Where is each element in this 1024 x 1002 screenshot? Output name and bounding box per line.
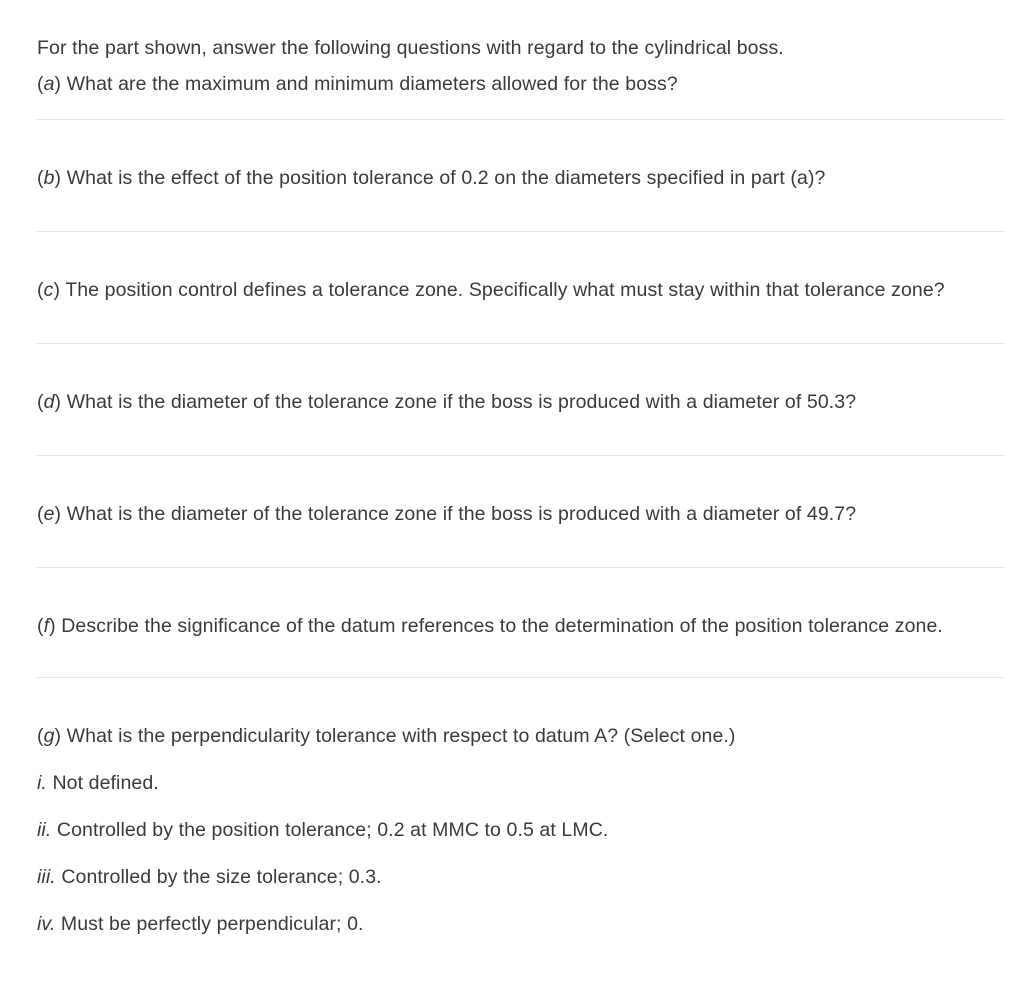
question-d-text: What is the diameter of the tolerance zone if the boss is produced with a diameter of 50.3? [61, 391, 857, 413]
question-b-label: (b) [37, 167, 62, 189]
choice-numeral-i: i. [37, 772, 47, 794]
spacer [37, 344, 1005, 384]
question-g-label: (g) [37, 725, 62, 747]
question-f-content [37, 608, 992, 644]
spacer [37, 102, 1005, 119]
question-c-text: The position control defines a tolerance zone. Specifically what must stay within that tolerance zone? [60, 279, 945, 301]
intro-paragraph [37, 0, 1005, 66]
question-c [37, 272, 1005, 308]
question-a-content [37, 66, 992, 102]
choice-option-iii[interactable] [37, 848, 1005, 895]
question-b-text: What is the effect of the position tolerance of 0.2 on the diameters specified in part (a)? [61, 167, 826, 189]
question-a [37, 66, 1005, 102]
choice-text-i: Not defined. [46, 772, 159, 794]
question-d-content [37, 384, 992, 420]
spacer [37, 532, 1005, 567]
spacer [37, 644, 1005, 677]
choice-numeral-iv: iv. [37, 913, 56, 935]
question-b [37, 160, 1005, 196]
question-c-content [37, 272, 992, 308]
intro-text: For the part shown, answer the following questions with regard to the cylindrical boss. [37, 37, 784, 59]
question-a-label: (a) [37, 73, 62, 95]
question-f-text: Describe the significance of the datum references to the determination of the position tolerance zone. [55, 615, 943, 637]
spacer [37, 456, 1005, 496]
choice-numeral-ii: ii. [37, 819, 52, 841]
choice-text-iii: Controlled by the size tolerance; 0.3. [55, 866, 382, 888]
question-c-label: (c) [37, 279, 61, 301]
choice-list [37, 754, 1005, 942]
question-d [37, 384, 1005, 420]
choice-option-ii[interactable] [37, 801, 1005, 848]
question-e-text: What is the diameter of the tolerance zone if the boss is produced with a diameter of 49.7? [61, 503, 857, 525]
choice-numeral-iii: iii. [37, 866, 56, 888]
question-d-label: (d) [37, 391, 62, 413]
question-e [37, 496, 1005, 532]
question-f-label: (f) [37, 615, 56, 637]
spacer [37, 232, 1005, 272]
choice-option-iv[interactable] [37, 895, 1005, 942]
question-e-content [37, 496, 992, 532]
question-g-text: What is the perpendicularity tolerance with respect to datum A? (Select one.) [61, 725, 736, 747]
choice-option-i[interactable] [37, 765, 1005, 801]
spacer [37, 420, 1005, 455]
spacer [37, 120, 1005, 160]
question-a-text: What are the maximum and minimum diameters allowed for the boss? [61, 73, 678, 95]
question-e-label: (e) [37, 503, 62, 525]
spacer [37, 568, 1005, 608]
question-g [37, 718, 1005, 754]
question-g-content [37, 718, 992, 754]
choice-text-iv: Must be perfectly perpendicular; 0. [55, 913, 364, 935]
spacer [37, 308, 1005, 343]
spacer [37, 678, 1005, 718]
question-b-content [37, 160, 992, 196]
question-f [37, 608, 1005, 644]
spacer [37, 196, 1005, 231]
choice-text-ii: Controlled by the position tolerance; 0.2 at MMC to 0.5 at LMC. [51, 819, 609, 841]
